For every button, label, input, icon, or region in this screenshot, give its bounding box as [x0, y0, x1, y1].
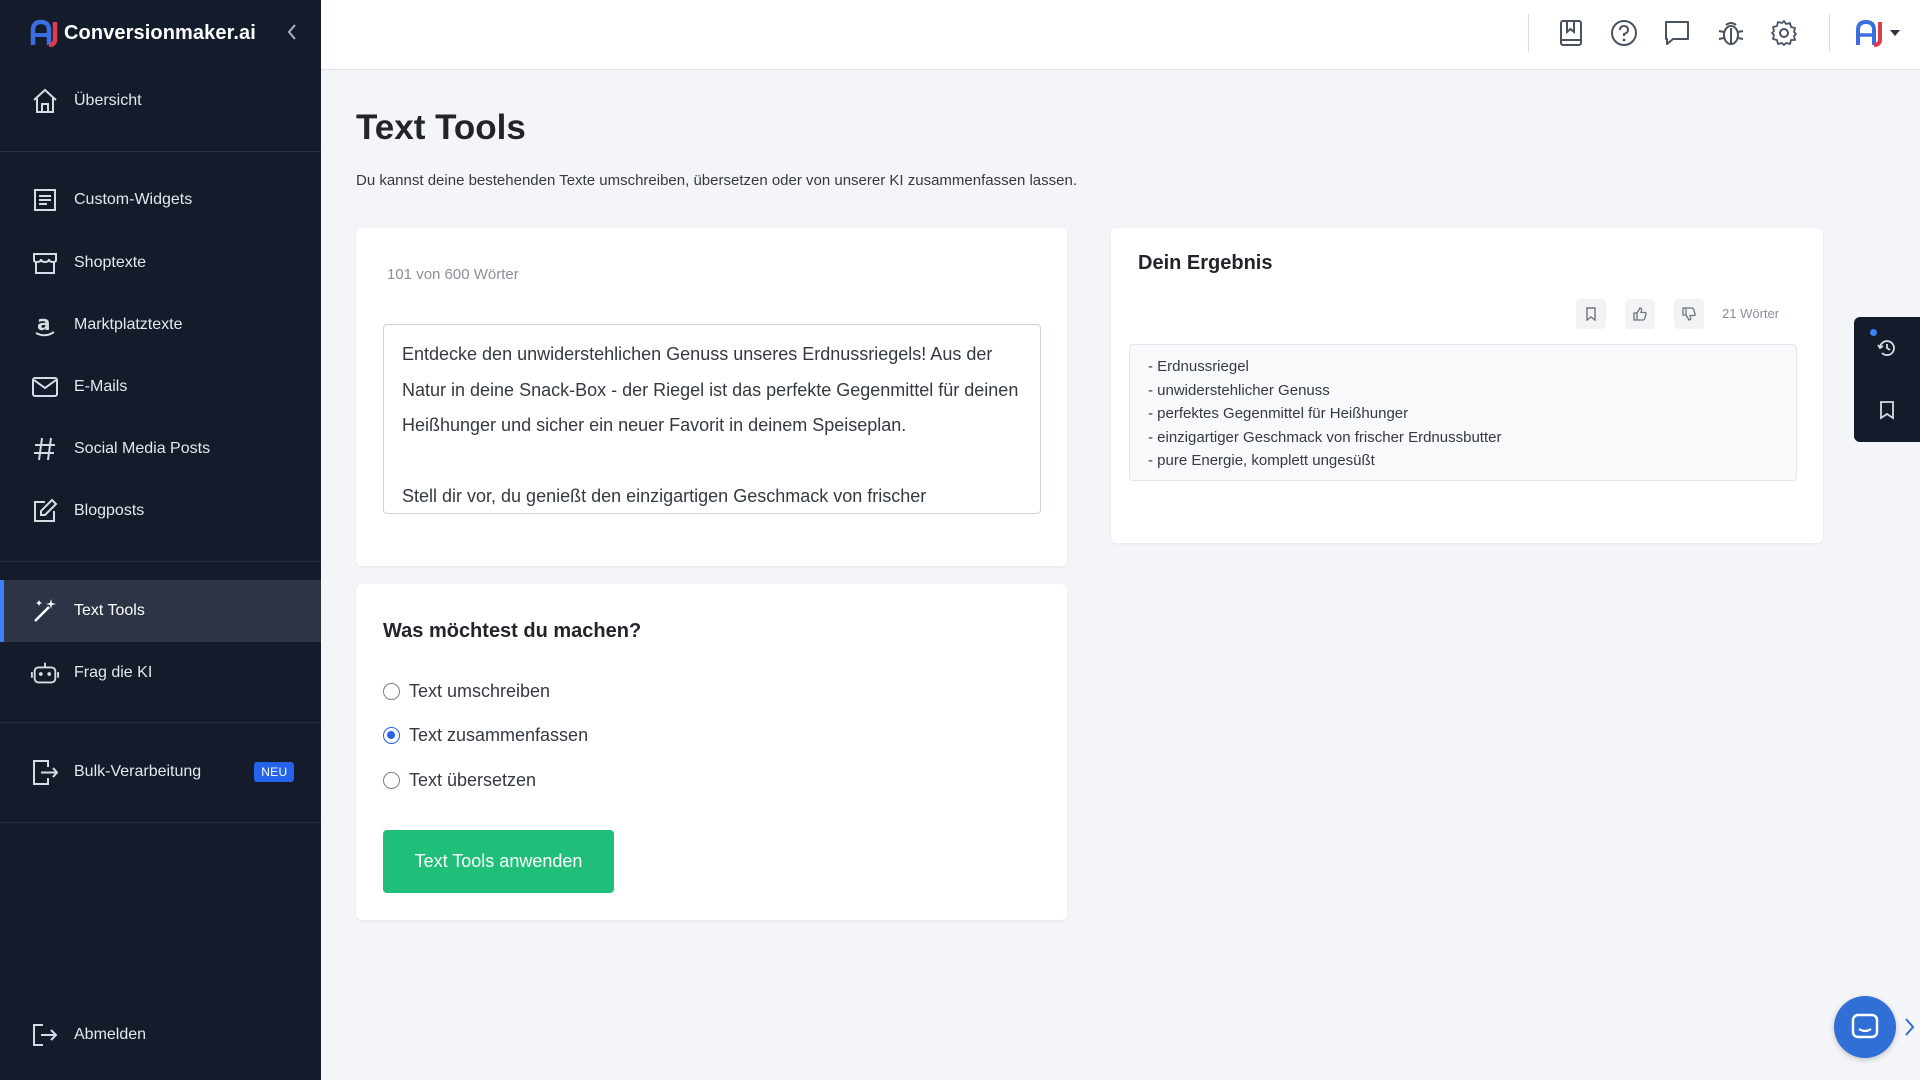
caret-down-icon	[1889, 28, 1901, 38]
collapse-sidebar-button[interactable]	[281, 20, 303, 44]
bookmark-icon	[1585, 307, 1597, 321]
result-word-count: 21 Wörter	[1722, 306, 1780, 321]
chat-widget-button[interactable]	[1834, 996, 1896, 1058]
sidebar-item-label: Blogposts	[74, 502, 145, 519]
sidebar-item-label: Bulk-Verarbeitung	[74, 763, 202, 780]
thumbs-up-icon	[1633, 307, 1647, 321]
saved-button[interactable]	[1872, 395, 1902, 425]
logout-icon	[30, 1020, 60, 1050]
option-label: Text übersetzen	[409, 770, 537, 790]
result-line: - pure Energie, komplett ungesüßt	[1148, 452, 1375, 469]
divider	[1528, 14, 1529, 52]
sidebar	[0, 0, 321, 1080]
sidebar-item-bulk-verarbeitung[interactable]	[0, 741, 321, 803]
option-text-uebersetzen[interactable]	[383, 770, 536, 791]
option-text-zusammenfassen[interactable]	[383, 725, 588, 746]
chevron-left-icon	[286, 23, 298, 41]
sidebar-item-e-mails[interactable]	[0, 356, 321, 418]
chat-icon[interactable]	[1660, 16, 1694, 50]
settings-icon[interactable]	[1767, 16, 1801, 50]
avatar-menu[interactable]	[1853, 16, 1903, 50]
hashtag-icon	[30, 434, 60, 464]
save-result-button[interactable]	[1576, 299, 1606, 329]
thumbs-down-icon	[1682, 307, 1696, 321]
sidebar-item-label: Shoptexte	[74, 254, 147, 271]
sidebar-item-social-media-posts[interactable]	[0, 418, 321, 480]
edit-icon	[30, 496, 60, 526]
sidebar-item-label: E-Mails	[74, 378, 128, 395]
sidebar-item-shoptexte[interactable]	[0, 232, 321, 294]
logout-button[interactable]	[0, 1004, 321, 1066]
result-line: - einzigartiger Geschmack von frischer Erdnussbutter	[1148, 428, 1502, 446]
apply-button[interactable]: Text Tools anwenden	[383, 830, 614, 893]
options-title: Was möchtest du machen?	[383, 620, 642, 642]
avatar-icon	[1855, 19, 1885, 47]
sidebar-item-frag-die-ki[interactable]	[0, 642, 321, 704]
option-label: Text zusammenfassen	[409, 725, 589, 745]
result-output[interactable]	[1129, 344, 1797, 481]
thumbs-up-button[interactable]	[1625, 299, 1655, 329]
divider	[0, 822, 321, 823]
text-input-paragraph: Stell dir vor, du genießt den einzigartigen Geschmack von frischer	[402, 486, 927, 506]
expand-chat-button[interactable]	[1900, 1014, 1918, 1040]
history-button[interactable]	[1872, 333, 1902, 363]
ai-logo-icon	[30, 19, 60, 47]
page-description: Du kannst deine bestehenden Texte umschreiben, übersetzen oder von unserer KI zusammenfassen lassen.	[356, 172, 1077, 189]
thumbs-down-button[interactable]	[1674, 299, 1704, 329]
option-text-umschreiben[interactable]	[383, 681, 550, 702]
result-line: - Erdnussriegel	[1148, 358, 1249, 375]
divider	[0, 151, 321, 152]
result-line: - perfektes Gegenmittel für Heißhunger	[1148, 405, 1409, 422]
brand[interactable]	[30, 18, 256, 48]
sidebar-item-label: Social Media Posts	[74, 440, 211, 457]
new-badge: NEU	[254, 762, 294, 782]
sidebar-item-custom-widgets[interactable]	[0, 169, 321, 231]
sidebar-item-marktplatztexte[interactable]	[0, 294, 321, 356]
option-label: Text umschreiben	[409, 681, 551, 701]
chevron-right-icon	[1903, 1017, 1915, 1037]
text-input[interactable]	[383, 324, 1041, 514]
bug-icon[interactable]	[1714, 16, 1748, 50]
sidebar-item-uebersicht[interactable]	[0, 70, 321, 132]
sidebar-item-label: Übersicht	[74, 92, 142, 109]
sidebar-item-blogposts[interactable]	[0, 480, 321, 542]
divider	[0, 561, 321, 562]
text-input-paragraph: Entdecke den unwiderstehlichen Genuss unseres Erdnussriegels! Aus der Natur in deine Snack-Box - der Riegel ist das perfekte Gegenmittel für deinen Heißhunger und sicher ein neuer Favorit in deinem Speiseplan.	[402, 344, 1019, 435]
side-panel	[1854, 317, 1920, 442]
home-icon	[30, 86, 60, 116]
page-title: Text Tools	[356, 108, 526, 147]
help-icon[interactable]	[1607, 16, 1641, 50]
sidebar-item-label: Custom-Widgets	[74, 191, 193, 208]
bookmark-icon	[1879, 400, 1895, 420]
radio-button[interactable]	[383, 683, 400, 700]
sidebar-item-text-tools[interactable]	[0, 580, 321, 642]
svg-text:a: a	[37, 312, 51, 335]
topbar	[321, 0, 1920, 70]
radio-button[interactable]	[383, 727, 400, 744]
book-icon[interactable]	[1554, 16, 1588, 50]
mail-icon	[30, 372, 60, 402]
brand-name: Conversionmaker.ai	[64, 21, 256, 44]
divider	[0, 722, 321, 723]
logout-label: Abmelden	[74, 1026, 147, 1043]
history-icon	[1876, 337, 1898, 359]
chat-bubble-icon	[1850, 1012, 1880, 1042]
result-line: - unwiderstehlicher Genuss	[1148, 381, 1330, 399]
radio-button[interactable]	[383, 772, 400, 789]
sidebar-item-label: Text Tools	[74, 602, 145, 619]
result-title: Dein Ergebnis	[1138, 252, 1273, 274]
sidebar-item-label: Marktplatztexte	[74, 316, 183, 333]
word-count: 101 von 600 Wörter	[387, 266, 519, 283]
file-export-icon	[30, 757, 60, 787]
sidebar-item-label: Frag die KI	[74, 664, 153, 681]
store-icon	[30, 248, 60, 278]
magic-wand-icon	[30, 596, 60, 626]
amazon-icon	[30, 310, 60, 340]
divider	[1829, 14, 1830, 52]
widget-list-icon	[30, 185, 60, 215]
robot-icon	[30, 658, 60, 688]
